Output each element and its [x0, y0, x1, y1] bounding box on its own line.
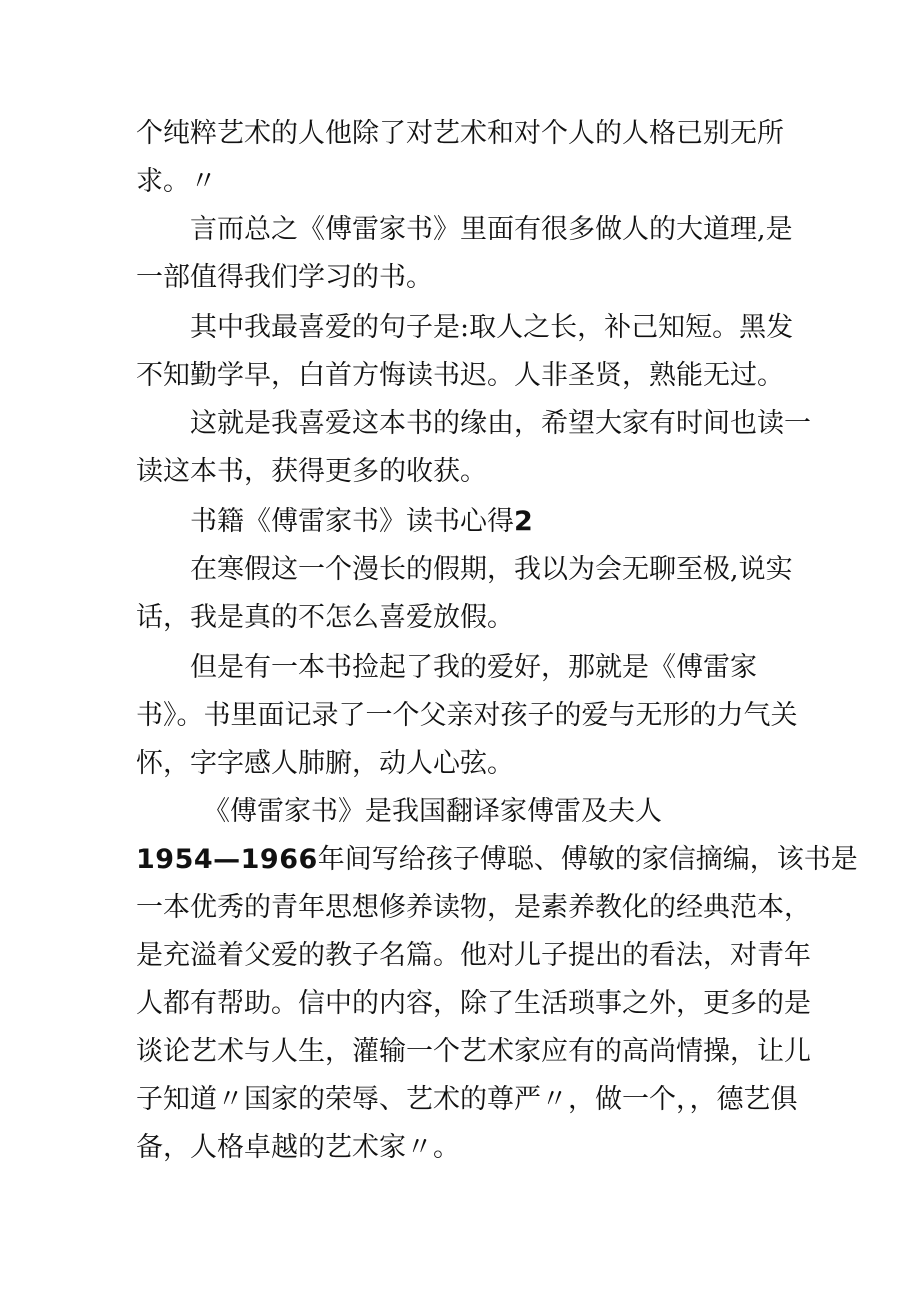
text-line: 人都有帮助。信中的内容，除了生活琐事之外，更多的是 — [136, 988, 811, 1019]
text-line: 一本优秀的青年思想修养读物，是素养教化的经典范本， — [136, 892, 811, 923]
text-line: 读这本书，获得更多的收获。 — [136, 456, 487, 487]
text-line: 书》。书里面记录了一个父亲对孩子的爱与无形的力气关 — [136, 700, 798, 731]
text-line: 其中我最喜爱的句子是:取人之长，补己知短。黑发 — [190, 312, 794, 343]
text-line: 谈论艺术与人生，灌输一个艺术家应有的高尚情操，让儿 — [136, 1036, 811, 1067]
text-line: 一部值得我们学习的书。 — [136, 262, 433, 293]
section-heading — [190, 504, 533, 540]
text-line: 话，我是真的不怎么喜爱放假。 — [136, 602, 514, 633]
text-line: 求。〃 — [136, 166, 217, 197]
text-line: 《傅雷家书》是我国翻译家傅雷及夫人 — [203, 796, 662, 827]
text-line: 个纯粹艺术的人他除了对艺术和对个人的人格已别无所 — [136, 118, 784, 149]
text-line-rest: 年间写给孩子傅聪、傅敏的家信摘编，该书是 — [317, 844, 858, 875]
text-line: 怀，字字感人肺腑，动人心弦。 — [136, 748, 514, 779]
text-line: 不知勤学早，白首方悔读书迟。人非圣贤，熟能无过。 — [136, 360, 784, 391]
text-line: 这就是我喜爱这本书的缘由，希望大家有时间也读一 — [190, 408, 811, 439]
section-heading-number: 2 — [514, 506, 534, 537]
text-line: 是充溢着父爱的教子名篇。他对儿子提出的看法，对青年 — [136, 940, 811, 971]
text-line: 备，人格卓越的艺术家〃。 — [136, 1132, 460, 1163]
year-range: 1954—1966 — [136, 844, 318, 875]
text-line: 言而总之《傅雷家书》里面有很多做人的大道理,是 — [190, 214, 793, 245]
text-line: 在寒假这一个漫长的假期，我以为会无聊至极,说实 — [190, 554, 793, 585]
text-line — [136, 842, 858, 878]
text-line: 但是有一本书捡起了我的爱好，那就是《傅雷家 — [190, 652, 757, 683]
section-heading-text: 书籍《傅雷家书》读书心得 — [190, 506, 514, 537]
text-line: 子知道〃国家的荣辱、艺术的尊严〃，做一个，，德艺俱 — [136, 1084, 798, 1115]
